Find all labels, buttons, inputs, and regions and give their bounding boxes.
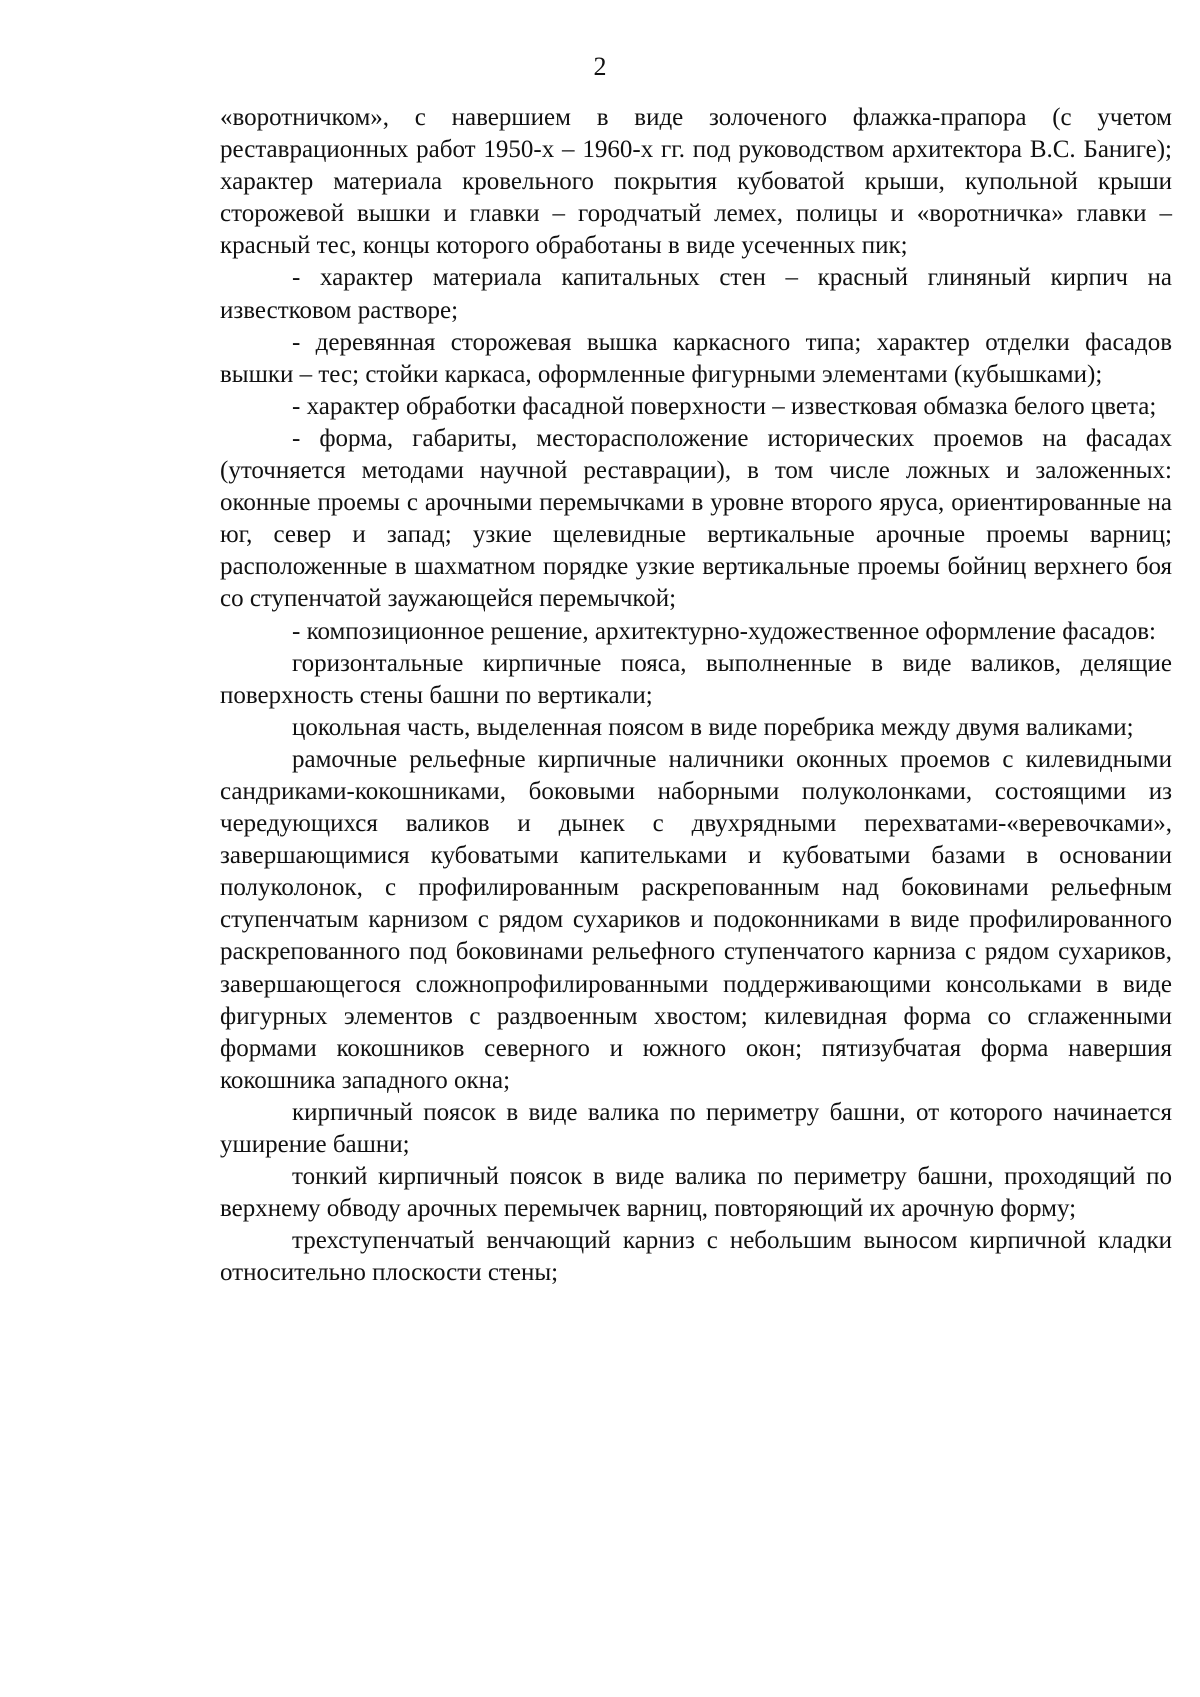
paragraph-wall-material: - характер материала капитальных стен – красный глиняный кирпич на известковом растворе; <box>220 264 1172 324</box>
paragraph-watchtower: - деревянная сторожевая вышка каркасного типа; характер отделки фасадов вышки – тес; стойки каркаса, оформленные фигурными элементами (кубышками); <box>220 328 1172 388</box>
document-body <box>220 102 1172 1289</box>
paragraph-openings: - форма, габариты, месторасположение исторических проемов на фасадах (уточняется методами научной реставрации), в том числе ложных и заложенных: оконные проемы с арочными перемычками в уровне второго яруса, ориентированные на юг, север и запад; узкие щелевидные вертикальные арочные проемы варниц; расположенные в шахматном порядке узкие вертикальные проемы бойниц верхнего боя со ступенчатой заужающейся перемычкой; <box>220 424 1172 613</box>
paragraph-facade-finish: - характер обработки фасадной поверхности – известковая обмазка белого цвета; <box>292 392 1157 420</box>
paragraph-thin-belt: тонкий кирпичный поясок в виде валика по периметру башни, проходящий по верхнему обводу арочных перемычек варниц, повторяющий их арочную форму; <box>220 1163 1172 1223</box>
paragraph-continuation: «воротничком», с навершием в виде золоченого флажка-прапора (с учетом реставрационных работ 1950-х – 1960-х гг. под руководством архитектора В.С. Баниге); характер материала кровельного покрытия кубоватой крыши, купольной крыши сторожевой вышки и главки – городчатый лемех, полицы и «воротничка» главки – красный тес, концы которого обработаны в виде усеченных пик; <box>220 104 1172 260</box>
paragraph-horizontal-belts: горизонтальные кирпичные пояса, выполненные в виде валиков, делящие поверхность стены башни по вертикали; <box>220 649 1172 709</box>
page-number: 2 <box>593 52 607 81</box>
paragraph-brick-belt: кирпичный поясок в виде валика по периметру башни, от которого начинается уширение башни; <box>220 1098 1172 1158</box>
paragraph-window-frames: рамочные рельефные кирпичные наличники оконных проемов с килевидными сандриками-кокошниками, боковыми наборными полуколонками, состоящими из чередующихся валиков и дынек с двухрядными перехватами-«веревочками», завершающимися кубоватыми капительками и кубоватыми базами в основании полуколонок, с профилированным раскрепованным над боковинами рельефным ступенчатым карнизом с рядом сухариков и подоконниками в виде профилированного раскрепованного под боковинами рельефного ступенчатого карниза с рядом сухариков, завершающегося сложнопрофилированными поддерживающими консольками в виде фигурных элементов с раздвоенным хвостом; килевидная форма со сглаженными формами кокошников северного и южного окон; пятизубчатая форма навершия кокошника западного окна; <box>220 745 1172 1094</box>
paragraph-composition: - композиционное решение, архитектурно-художественное оформление фасадов: <box>292 617 1157 645</box>
paragraph-plinth: цокольная часть, выделенная поясом в виде поребрика между двумя валиками; <box>292 713 1134 741</box>
paragraph-cornice: трехступенчатый венчающий карниз с небольшим выносом кирпичной кладки относительно плоскости стены; <box>220 1227 1172 1287</box>
